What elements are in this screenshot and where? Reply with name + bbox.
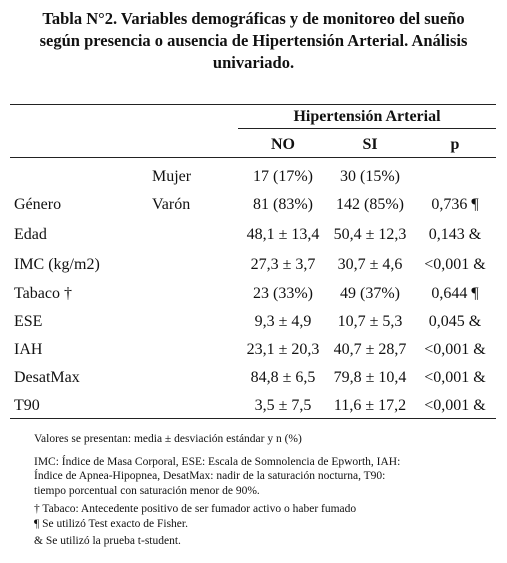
cell-si: 10,7 ± 5,3 <box>337 313 403 330</box>
cell-p: <0,001 & <box>424 369 486 386</box>
group-rule <box>238 128 496 129</box>
cell-p: <0,001 & <box>424 397 486 414</box>
note-abbrev-2: Índice de Apnea-Hipopnea, DesatMax: nadir de la saturación nocturna, T90: <box>34 470 386 482</box>
cell-no: 23,1 ± 20,3 <box>246 341 320 358</box>
cell-si: 11,6 ± 17,2 <box>333 397 407 414</box>
cell-p: 0,143 & <box>428 226 482 243</box>
cell-p: 0,736 ¶ <box>431 196 479 213</box>
cell-si: 40,7 ± 28,7 <box>333 341 407 358</box>
col-header-no: NO <box>271 136 295 153</box>
cell-si: 142 (85%) <box>336 196 404 213</box>
header-rule <box>10 157 496 158</box>
cell-p: <0,001 & <box>424 256 486 273</box>
title-line-1: Tabla N°2. Variables demográficas y de monitoreo del sueño <box>42 9 465 28</box>
cell-si: 49 (37%) <box>340 285 400 302</box>
cell-no: 84,8 ± 6,5 <box>250 369 316 386</box>
note-tabaco: † Tabaco: Antecedente positivo de ser fumador activo o haber fumado <box>34 503 357 515</box>
row-label: ESE <box>14 313 43 330</box>
row-sublabel: Varón <box>152 196 191 213</box>
table-notes <box>34 432 400 549</box>
row-label: Tabaco † <box>14 285 72 302</box>
table-title <box>0 8 507 74</box>
note-tstudent: & Se utilizó la prueba t-student. <box>34 535 181 547</box>
group-header: Hipertensión Arterial <box>293 108 441 125</box>
cell-p: 0,644 ¶ <box>431 285 479 302</box>
cell-no: 17 (17%) <box>253 168 313 185</box>
cell-no: 81 (83%) <box>253 196 313 213</box>
cell-si: 50,4 ± 12,3 <box>333 226 407 243</box>
row-label: DesatMax <box>14 369 80 386</box>
col-header-p: p <box>450 136 460 153</box>
cell-no: 3,5 ± 7,5 <box>254 397 312 414</box>
row-label: IAH <box>14 341 43 358</box>
note-values: Valores se presentan: media ± desviación estándar y n (%) <box>34 433 302 445</box>
col-header-si: SI <box>362 136 378 153</box>
cell-p: 0,045 & <box>428 313 482 330</box>
row-label: Género <box>14 196 62 213</box>
row-label: IMC (kg/m2) <box>14 256 100 273</box>
cell-no: 23 (33%) <box>253 285 313 302</box>
row-sublabel: Mujer <box>152 168 192 185</box>
row-label: Edad <box>14 226 47 243</box>
top-rule <box>10 104 496 105</box>
cell-no: 48,1 ± 13,4 <box>246 226 320 243</box>
cell-si: 30 (15%) <box>340 168 400 185</box>
note-abbrev-3: tiempo porcentual con saturación menor de 90%. <box>34 484 260 497</box>
cell-p: <0,001 & <box>424 341 486 358</box>
cell-si: 79,8 ± 10,4 <box>333 369 407 386</box>
title-line-3: univariado. <box>212 53 295 72</box>
title-line-2: según presencia o ausencia de Hipertensión Arterial. Análisis <box>39 31 468 50</box>
cell-no: 9,3 ± 4,9 <box>254 313 312 330</box>
row-label: T90 <box>14 397 40 414</box>
note-abbrev-1: IMC: Índice de Masa Corporal, ESE: Escala de Somnolencia de Epworth, IAH: <box>34 455 401 468</box>
cell-si: 30,7 ± 4,6 <box>337 256 403 273</box>
cell-no: 27,3 ± 3,7 <box>250 256 316 273</box>
note-fisher: ¶ Se utilizó Test exacto de Fisher. <box>34 517 188 530</box>
bottom-rule <box>10 418 496 419</box>
